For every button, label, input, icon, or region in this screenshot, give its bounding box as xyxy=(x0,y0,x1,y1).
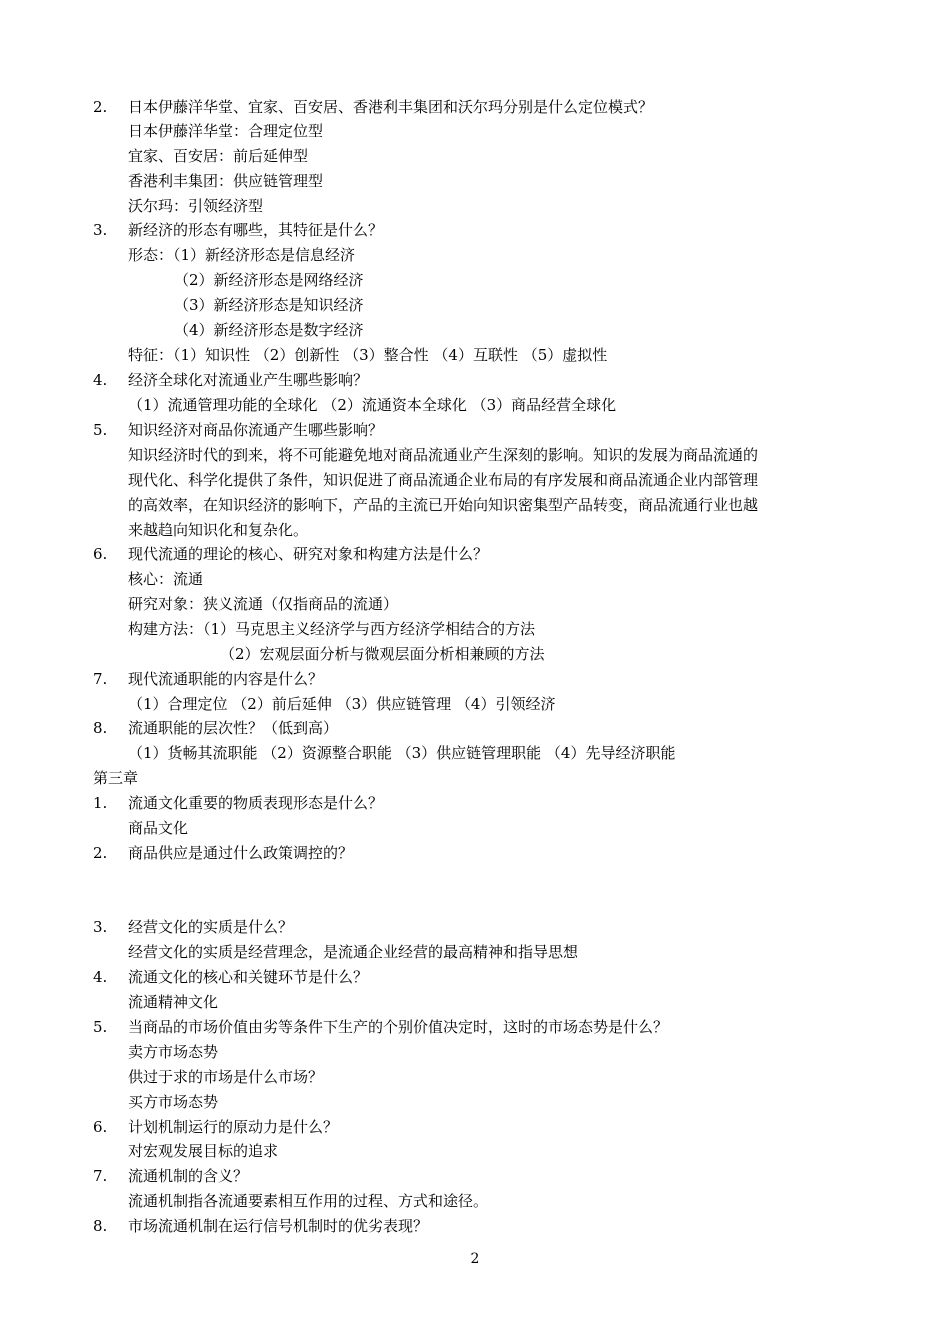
answer-text: 买方市场态势 xyxy=(128,1093,219,1111)
question-text: 计划机制运行的原动力是什么？ xyxy=(128,1118,339,1136)
answer-text: 商品文化 xyxy=(128,819,189,837)
answer-text: 的高效率，在知识经济的影响下，产品的主流已开始向知识密集型产品转变，商品流通行业也越 xyxy=(128,496,759,514)
answer-text: 来越趋向知识化和复杂化。 xyxy=(128,521,309,539)
question-text: 当商品的市场价值由劣等条件下生产的个别价值决定时，这时的市场态势是什么？ xyxy=(128,1018,669,1036)
question-text: 流通职能的层次性？（低到高） xyxy=(128,719,339,737)
item-number: 3. xyxy=(93,221,108,239)
item-number: 3. xyxy=(93,918,108,936)
page-number: 2 xyxy=(470,1251,480,1267)
chapter-heading: 第三章 xyxy=(93,769,139,787)
question-text: 现代流通职能的内容是什么？ xyxy=(128,670,324,688)
question-text: 知识经济对商品你流通产生哪些影响？ xyxy=(128,421,384,439)
item-number: 5. xyxy=(93,1018,108,1036)
question-text: 流通文化的核心和关键环节是什么？ xyxy=(128,968,369,986)
answer-text: 卖方市场态势 xyxy=(128,1043,219,1061)
question-text: 商品供应是通过什么政策调控的？ xyxy=(128,844,354,862)
question-text: 流通机制的含义？ xyxy=(128,1167,249,1185)
answer-text: 流通机制指各流通要素相互作用的过程、方式和途径。 xyxy=(128,1192,489,1210)
answer-text: 对宏观发展目标的追求 xyxy=(128,1142,279,1160)
item-number: 2. xyxy=(93,844,108,862)
question-text: 日本伊藤洋华堂、宜家、百安居、香港利丰集团和沃尔玛分别是什么定位模式？ xyxy=(128,98,654,116)
answer-text: （1）流通管理功能的全球化 （2）流通资本全球化 （3）商品经营全球化 xyxy=(128,396,617,414)
answer-text: （1）货畅其流职能 （2）资源整合职能 （3）供应链管理职能 （4）先导经济职能 xyxy=(128,744,676,762)
answer-text: （2）新经济形态是网络经济 xyxy=(174,271,364,289)
answer-text: 经营文化的实质是经营理念，是流通企业经营的最高精神和指导思想 xyxy=(128,943,579,961)
answer-text: （1）合理定位 （2）前后延伸 （3）供应链管理 （4）引领经济 xyxy=(128,695,556,713)
answer-text: 沃尔玛：引领经济型 xyxy=(128,197,264,215)
answer-text: （2）宏观层面分析与微观层面分析相兼顾的方法 xyxy=(220,645,545,663)
question-text: 经营文化的实质是什么？ xyxy=(128,918,294,936)
answer-text: 知识经济时代的到来，将不可能避免地对商品流通业产生深刻的影响。知识的发展为商品流通的 xyxy=(128,446,759,464)
answer-text: （4）新经济形态是数字经济 xyxy=(174,321,364,339)
answer-text: 日本伊藤洋华堂：合理定位型 xyxy=(128,122,324,140)
item-number: 5. xyxy=(93,421,108,439)
answer-text: 特征：（1）知识性 （2）创新性 （3）整合性 （4）互联性 （5）虚拟性 xyxy=(128,346,608,364)
item-number: 4. xyxy=(93,371,108,389)
answer-text: （3）新经济形态是知识经济 xyxy=(174,296,364,314)
answer-text: 现代化、科学化提供了条件，知识促进了商品流通企业布局的有序发展和商品流通企业内部管理 xyxy=(128,471,759,489)
question-text: 市场流通机制在运行信号机制时的优劣表现？ xyxy=(128,1217,429,1235)
question-text: 新经济的形态有哪些，其特征是什么？ xyxy=(128,221,384,239)
answer-text: 供过于求的市场是什么市场？ xyxy=(128,1068,324,1086)
answer-text: 宜家、百安居：前后延伸型 xyxy=(128,147,309,165)
item-number: 4. xyxy=(93,968,108,986)
item-number: 7. xyxy=(93,1167,108,1185)
question-text: 流通文化重要的物质表现形态是什么？ xyxy=(128,794,384,812)
answer-text: 形态：（1）新经济形态是信息经济 xyxy=(128,246,356,264)
item-number: 6. xyxy=(93,1118,108,1136)
answer-text: 研究对象：狭义流通（仅指商品的流通） xyxy=(128,595,399,613)
item-number: 1. xyxy=(93,794,108,812)
item-number: 8. xyxy=(93,719,108,737)
answer-text: 香港利丰集团：供应链管理型 xyxy=(128,172,324,190)
item-number: 7. xyxy=(93,670,108,688)
item-number: 6. xyxy=(93,545,108,563)
item-number: 2. xyxy=(93,98,108,116)
question-text: 现代流通的理论的核心、研究对象和构建方法是什么？ xyxy=(128,545,489,563)
answer-text: 构建方法：（1）马克思主义经济学与西方经济学相结合的方法 xyxy=(128,620,536,638)
question-text: 经济全球化对流通业产生哪些影响？ xyxy=(128,371,369,389)
answer-text: 流通精神文化 xyxy=(128,993,219,1011)
answer-text: 核心：流通 xyxy=(128,570,204,588)
item-number: 8. xyxy=(93,1217,108,1235)
